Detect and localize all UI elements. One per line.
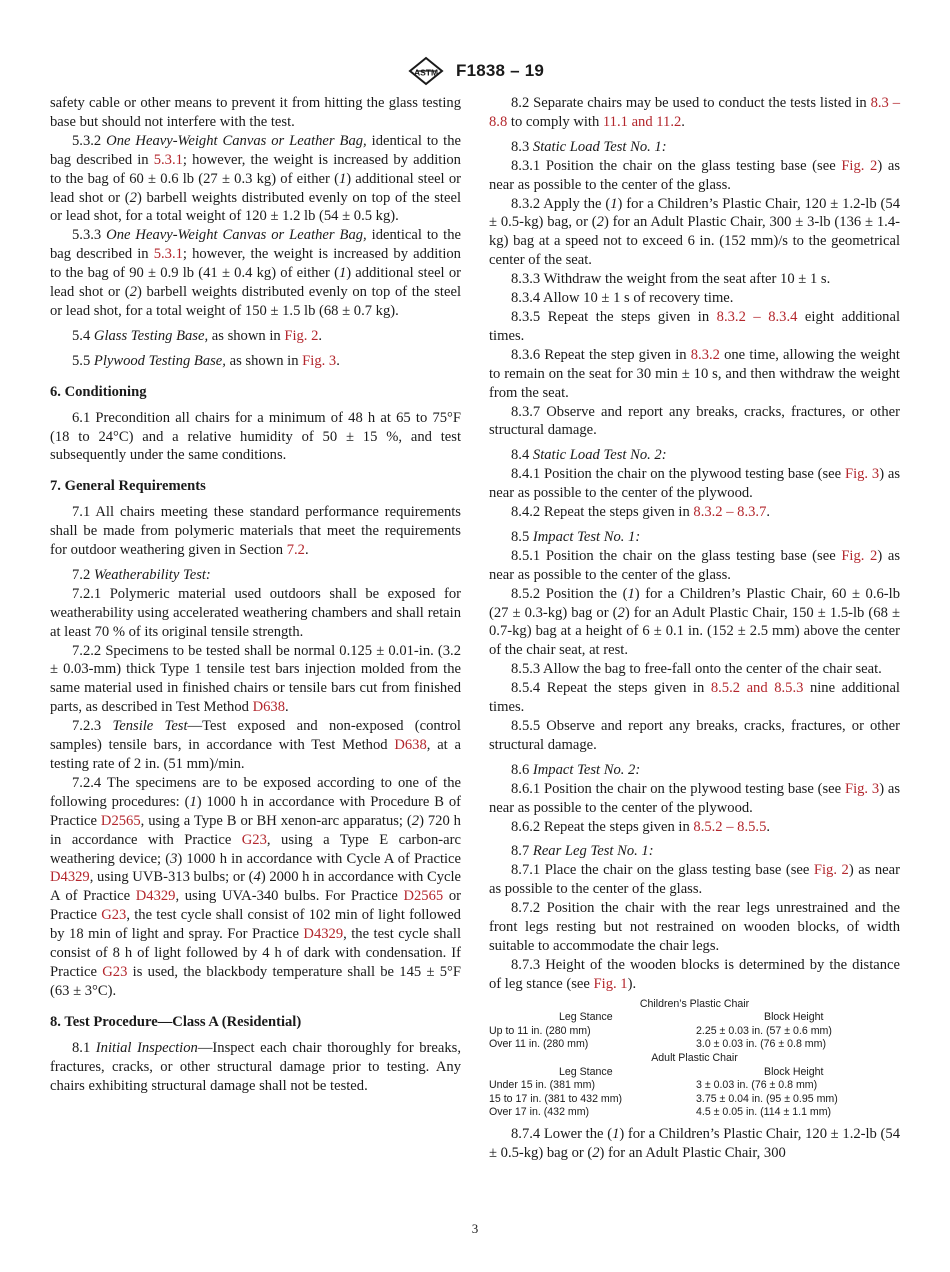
paragraph-5-4: 5.4 Glass Testing Base, as shown in Fig. 2. [72, 327, 323, 344]
ref-d638-link[interactable]: D638 [252, 699, 286, 716]
paragraph-8-3-3: 8.3.3 Withdraw the weight from the seat after 10 ± 1 s. [511, 271, 831, 288]
paragraph-8-2: 8.2 Separate chairs may be used to conduct the tests listed in 8.3 – 8.8 to comply with 11.1 and 11.2. [489, 95, 900, 130]
leg-stance-cell: 15 to 17 in. (381 to 432 mm) [489, 1092, 623, 1105]
paragraph-8-6-1: 8.6.1 Position the chair on the plywood testing base (see Fig. 3) as near as possible to the center of the plywood. [489, 780, 901, 816]
leg-stance-cell: Under 15 in. (381 mm) [489, 1079, 595, 1092]
section-heading-6: 6. Conditioning [50, 383, 147, 400]
ref-8-3-2-8-3-4-link[interactable]: 8.3.2 – 8.3.4 [716, 308, 798, 325]
document-code: F1838 – 19 [455, 61, 544, 80]
ref-d2565-link[interactable]: D2565 [403, 888, 444, 905]
paragraph-7-2-4: 7.2.4 The specimens are to be exposed according to one of the following procedures: (1) 1000 h in accordance with Procedure B of Practice D2565, using a Type B or BH xenon-arc apparatus; (2) 720 h in accordance with Practice G23, using a Type E carbon-arc weathering device; (3) 1000 h in accordance with Cycle A of Practice D4329, using UVB-313 bulbs; or (4) 2000 h in accordance with Cycle A of Practice D4329, using UVA-340 bulbs. For Practice D2565 or Practice G23, the test cycle shall consist of 102 min of light followed by 18 min of light and spray. For Practice D4329, the test cycle shall consist of 8 h of light followed by 4 h of dark with condensation. If Practice G23 is used, the blackbody temperature shall be 145 ± 5°F (63 ± 3°C). [50, 774, 462, 999]
paragraph-8-6-2: 8.6.2 Repeat the steps given in 8.5.2 – 8.5.5. [511, 818, 771, 835]
ref-7-2-link[interactable]: 7.2 [286, 542, 305, 559]
ref-fig-3-link[interactable]: Fig. 3 [844, 466, 880, 483]
paragraph-8-3-2: 8.3.2 Apply the (1) for a Children’s Plastic Chair, 120 ± 1.2-lb (54 ± 0.5-kg) bag, or (2) for an Adult Plastic Chair, 300 ± 3-lb (136 ± 1.4-kg) bag at a speed not to exceed 6 in. (152 mm)/s to the geometrical center of the seat. [489, 195, 900, 269]
table-row [489, 1025, 900, 1039]
table-row [489, 1093, 900, 1107]
paragraph-8-5-4: 8.5.4 Repeat the steps given in 8.5.2 and 8.5.3 nine additional times. [489, 680, 900, 716]
ref-g23-link[interactable]: G23 [101, 907, 127, 924]
ref-d2565-link[interactable]: D2565 [100, 812, 141, 829]
column-header-block-height: Block Height [764, 1065, 824, 1078]
paragraph-8-5-3: 8.5.3 Allow the bag to free-fall onto the center of the chair seat. [511, 661, 882, 678]
ref-d4329-link[interactable]: D4329 [50, 869, 90, 886]
table-row [489, 1106, 900, 1120]
table-header-row [489, 1011, 900, 1025]
paragraph-5-3-1-continued: safety cable or other means to prevent it from hitting the glass testing base but should not interfere with the test. [50, 95, 461, 130]
ref-8-3-8-8-link[interactable]: 8.3 – 8.8 [489, 95, 900, 130]
paragraph-8-3: 8.3 Static Load Test No. 1: [511, 138, 667, 155]
paragraph-6-1: 6.1 Precondition all chairs for a minimum of 48 h at 65 to 75°F (18 to 24°C) and a relative humidity of 50 ± 15 %, and test subsequently under the same conditions. [50, 409, 461, 464]
ref-8-3-2-8-3-7-link[interactable]: 8.3.2 – 8.3.7 [693, 504, 767, 521]
ref-fig-2-link[interactable]: Fig. 2 [841, 547, 878, 564]
ref-fig-2-link[interactable]: Fig. 2 [841, 157, 878, 174]
column-header-leg-stance: Leg Stance [559, 1011, 613, 1024]
svg-text:ASTM: ASTM [413, 67, 439, 78]
paragraph-5-3-2: 5.3.2 One Heavy-Weight Canvas or Leather Bag, identical to the bag described in 5.3.1; however, the weight is increased by addition to the bag of 60 ± 0.6 lb (27 ± 0.3 kg) of either (1) additional steel or lead shot or (2) barbell weights distributed evenly on top of the steel or lead shot, for a total weight of 120 ± 1.2 lb (54 ± 0.5 kg). [50, 132, 462, 225]
left-column [50, 94, 461, 1095]
block-height-cell: 3.75 ± 0.04 in. (95 ± 0.95 mm) [696, 1092, 838, 1105]
paragraph-8-4-1: 8.4.1 Position the chair on the plywood testing base (see Fig. 3) as near as possible to the center of the plywood. [489, 466, 901, 502]
right-column [489, 94, 900, 1163]
paragraph-8-4: 8.4 Static Load Test No. 2: [511, 447, 667, 464]
table-header-row [489, 1066, 900, 1080]
paragraph-8-3-4: 8.3.4 Allow 10 ± 1 s of recovery time. [511, 290, 734, 307]
paragraph-8-5: 8.5 Impact Test No. 1: [511, 528, 641, 545]
paragraph-5-5: 5.5 Plywood Testing Base, as shown in Fig. 3. [72, 352, 340, 369]
ref-g23-link[interactable]: G23 [102, 963, 128, 980]
ref-d4329-link[interactable]: D4329 [135, 888, 176, 905]
paragraph-7-2-2: 7.2.2 Specimens to be tested shall be normal 0.125 ± 0.01-in. (3.2 ± 0.03-mm) thick Type 1 tensile test bars injection molded from the same material used in finished chairs or tensile bars cut from finished parts, as described in Test Method D638. [50, 642, 461, 716]
leg-stance-table [489, 998, 900, 1120]
paragraph-8-3-7: 8.3.7 Observe and report any breaks, cracks, fractures, or other structural damage. [489, 403, 900, 439]
leg-stance-cell: Over 11 in. (280 mm) [489, 1038, 589, 1051]
ref-d638-link[interactable]: D638 [394, 737, 427, 754]
ref-g23-link[interactable]: G23 [241, 831, 267, 848]
leg-stance-cell: Over 17 in. (432 mm) [489, 1106, 590, 1119]
paragraph-8-5-1: 8.5.1 Position the chair on the glass testing base (see Fig. 2) as near as possible to the center of the glass. [489, 547, 901, 583]
adult-table-caption: Adult Plastic Chair [651, 1052, 738, 1065]
astm-logo-icon [406, 56, 446, 86]
ref-fig-2-link[interactable]: Fig. 2 [813, 862, 849, 879]
block-height-cell: 3 ± 0.03 in. (76 ± 0.8 mm) [696, 1079, 818, 1092]
block-height-cell: 2.25 ± 0.03 in. (57 ± 0.6 mm) [696, 1024, 832, 1037]
paragraph-8-7: 8.7 Rear Leg Test No. 1: [511, 843, 654, 860]
leg-stance-cell: Up to 11 in. (280 mm) [489, 1024, 591, 1037]
ref-fig-3-link[interactable]: Fig. 3 [844, 780, 880, 797]
paragraph-8-3-6: 8.3.6 Repeat the step given in 8.3.2 one time, allowing the weight to remain on the seat for 30 min ± 10 s, and then withdraw the weight from the seat. [489, 346, 900, 401]
paragraph-7-2-3: 7.2.3 Tensile Test—Test exposed and non-exposed (control samples) tensile bars, in accordance with Test Method D638, at a testing rate of 2 in. (51 mm)/min. [50, 718, 461, 772]
paragraph-8-4-2: 8.4.2 Repeat the steps given in 8.3.2 – 8.3.7. [511, 504, 771, 521]
ref-8-5-2-8-5-5-link[interactable]: 8.5.2 – 8.5.5 [693, 818, 767, 835]
table-row [489, 1079, 900, 1093]
paragraph-8-7-2: 8.7.2 Position the chair with the rear legs unrestrained and the front legs resting but not restrained on wooden blocks, of width suitable to accommodate the chair legs. [489, 900, 900, 954]
paragraph-8-3-1: 8.3.1 Position the chair on the glass testing base (see Fig. 2) as near as possible to the center of the glass. [489, 157, 901, 193]
ref-11-1-11-2-link[interactable]: 11.1 and 11.2 [602, 113, 682, 130]
ref-5-3-1-link[interactable]: 5.3.1 [153, 246, 183, 263]
page-header [0, 56, 950, 86]
ref-5-3-1-link[interactable]: 5.3.1 [153, 151, 183, 168]
paragraph-8-1: 8.1 Initial Inspection—Inspect each chair thoroughly for breaks, fractures, cracks, or other structural damage prior to testing. Any chairs exhibiting structural damage shall not be tested. [50, 1039, 461, 1094]
block-height-cell: 4.5 ± 0.05 in. (114 ± 1.1 mm) [696, 1106, 832, 1119]
paragraph-8-7-3: 8.7.3 Height of the wooden blocks is determined by the distance of leg stance (see Fig. 1). [489, 956, 900, 992]
paragraph-7-1: 7.1 All chairs meeting these standard performance requirements shall be made from polymeric materials that meet the requirements for outdoor weathering given in Section 7.2. [50, 504, 461, 559]
column-header-leg-stance: Leg Stance [559, 1065, 613, 1078]
ref-8-3-2-link[interactable]: 8.3.2 [690, 346, 720, 363]
section-heading-8: 8. Test Procedure—Class A (Residential) [50, 1013, 302, 1030]
column-header-block-height: Block Height [764, 1011, 824, 1024]
paragraph-5-3-3: 5.3.3 One Heavy-Weight Canvas or Leather Bag, identical to the bag described in 5.3.1; however, the weight is increased by addition to the bag of 90 ± 0.9 lb (41 ± 0.4 kg) of either (1) additional steel or lead shot or (2) barbell weights distributed evenly on top of the steel or lead shot, for a total weight of 150 ± 1.5 lb (68 ± 0.7 kg). [50, 227, 462, 319]
paragraph-7-2-1: 7.2.1 Polymeric material used outdoors shall be exposed for weatherability using accelerated weathering chambers and shall retain at least 70 % of its original tensile strength. [50, 585, 461, 640]
paragraph-8-5-2: 8.5.2 Position the (1) for a Children’s Plastic Chair, 60 ± 0.6-lb (27 ± 0.3-kg) bag or (2) for an Adult Plastic Chair, 150 ± 1.5-lb (68 ± 0.7-kg) bag at a height of 6 ± 0.1 in. (152 ± 2.5 mm) above the center of the chair seat, at rest. [489, 585, 901, 659]
ref-fig-3-link[interactable]: Fig. 3 [302, 352, 337, 369]
ref-d4329-link[interactable]: D4329 [303, 926, 344, 943]
children-table-caption: Children’s Plastic Chair [639, 997, 750, 1010]
paragraph-8-7-1: 8.7.1 Place the chair on the glass testing base (see Fig. 2) as near as possible to the center of the glass. [489, 862, 900, 898]
ref-8-5-2-8-5-3-link[interactable]: 8.5.2 and 8.5.3 [710, 680, 804, 697]
block-height-cell: 3.0 ± 0.03 in. (76 ± 0.8 mm) [696, 1038, 826, 1051]
paragraph-7-2: 7.2 Weatherability Test: [72, 566, 211, 583]
section-heading-7: 7. General Requirements [50, 478, 206, 495]
table-row [489, 1038, 900, 1052]
paragraph-8-7-4: 8.7.4 Lower the (1) for a Children’s Plastic Chair, 120 ± 1.2-lb (54 ± 0.5-kg) bag or (2) for an Adult Plastic Chair, 300 [489, 1126, 900, 1161]
paragraph-8-5-5: 8.5.5 Observe and report any breaks, cracks, fractures, or other structural damage. [489, 718, 900, 753]
paragraph-8-6: 8.6 Impact Test No. 2: [511, 761, 641, 778]
page-number: 3 [471, 1221, 479, 1236]
ref-fig-1-link[interactable]: Fig. 1 [593, 975, 628, 992]
ref-fig-2-link[interactable]: Fig. 2 [284, 327, 319, 344]
paragraph-8-3-5: 8.3.5 Repeat the steps given in 8.3.2 – 8.3.4 eight additional times. [489, 308, 901, 344]
